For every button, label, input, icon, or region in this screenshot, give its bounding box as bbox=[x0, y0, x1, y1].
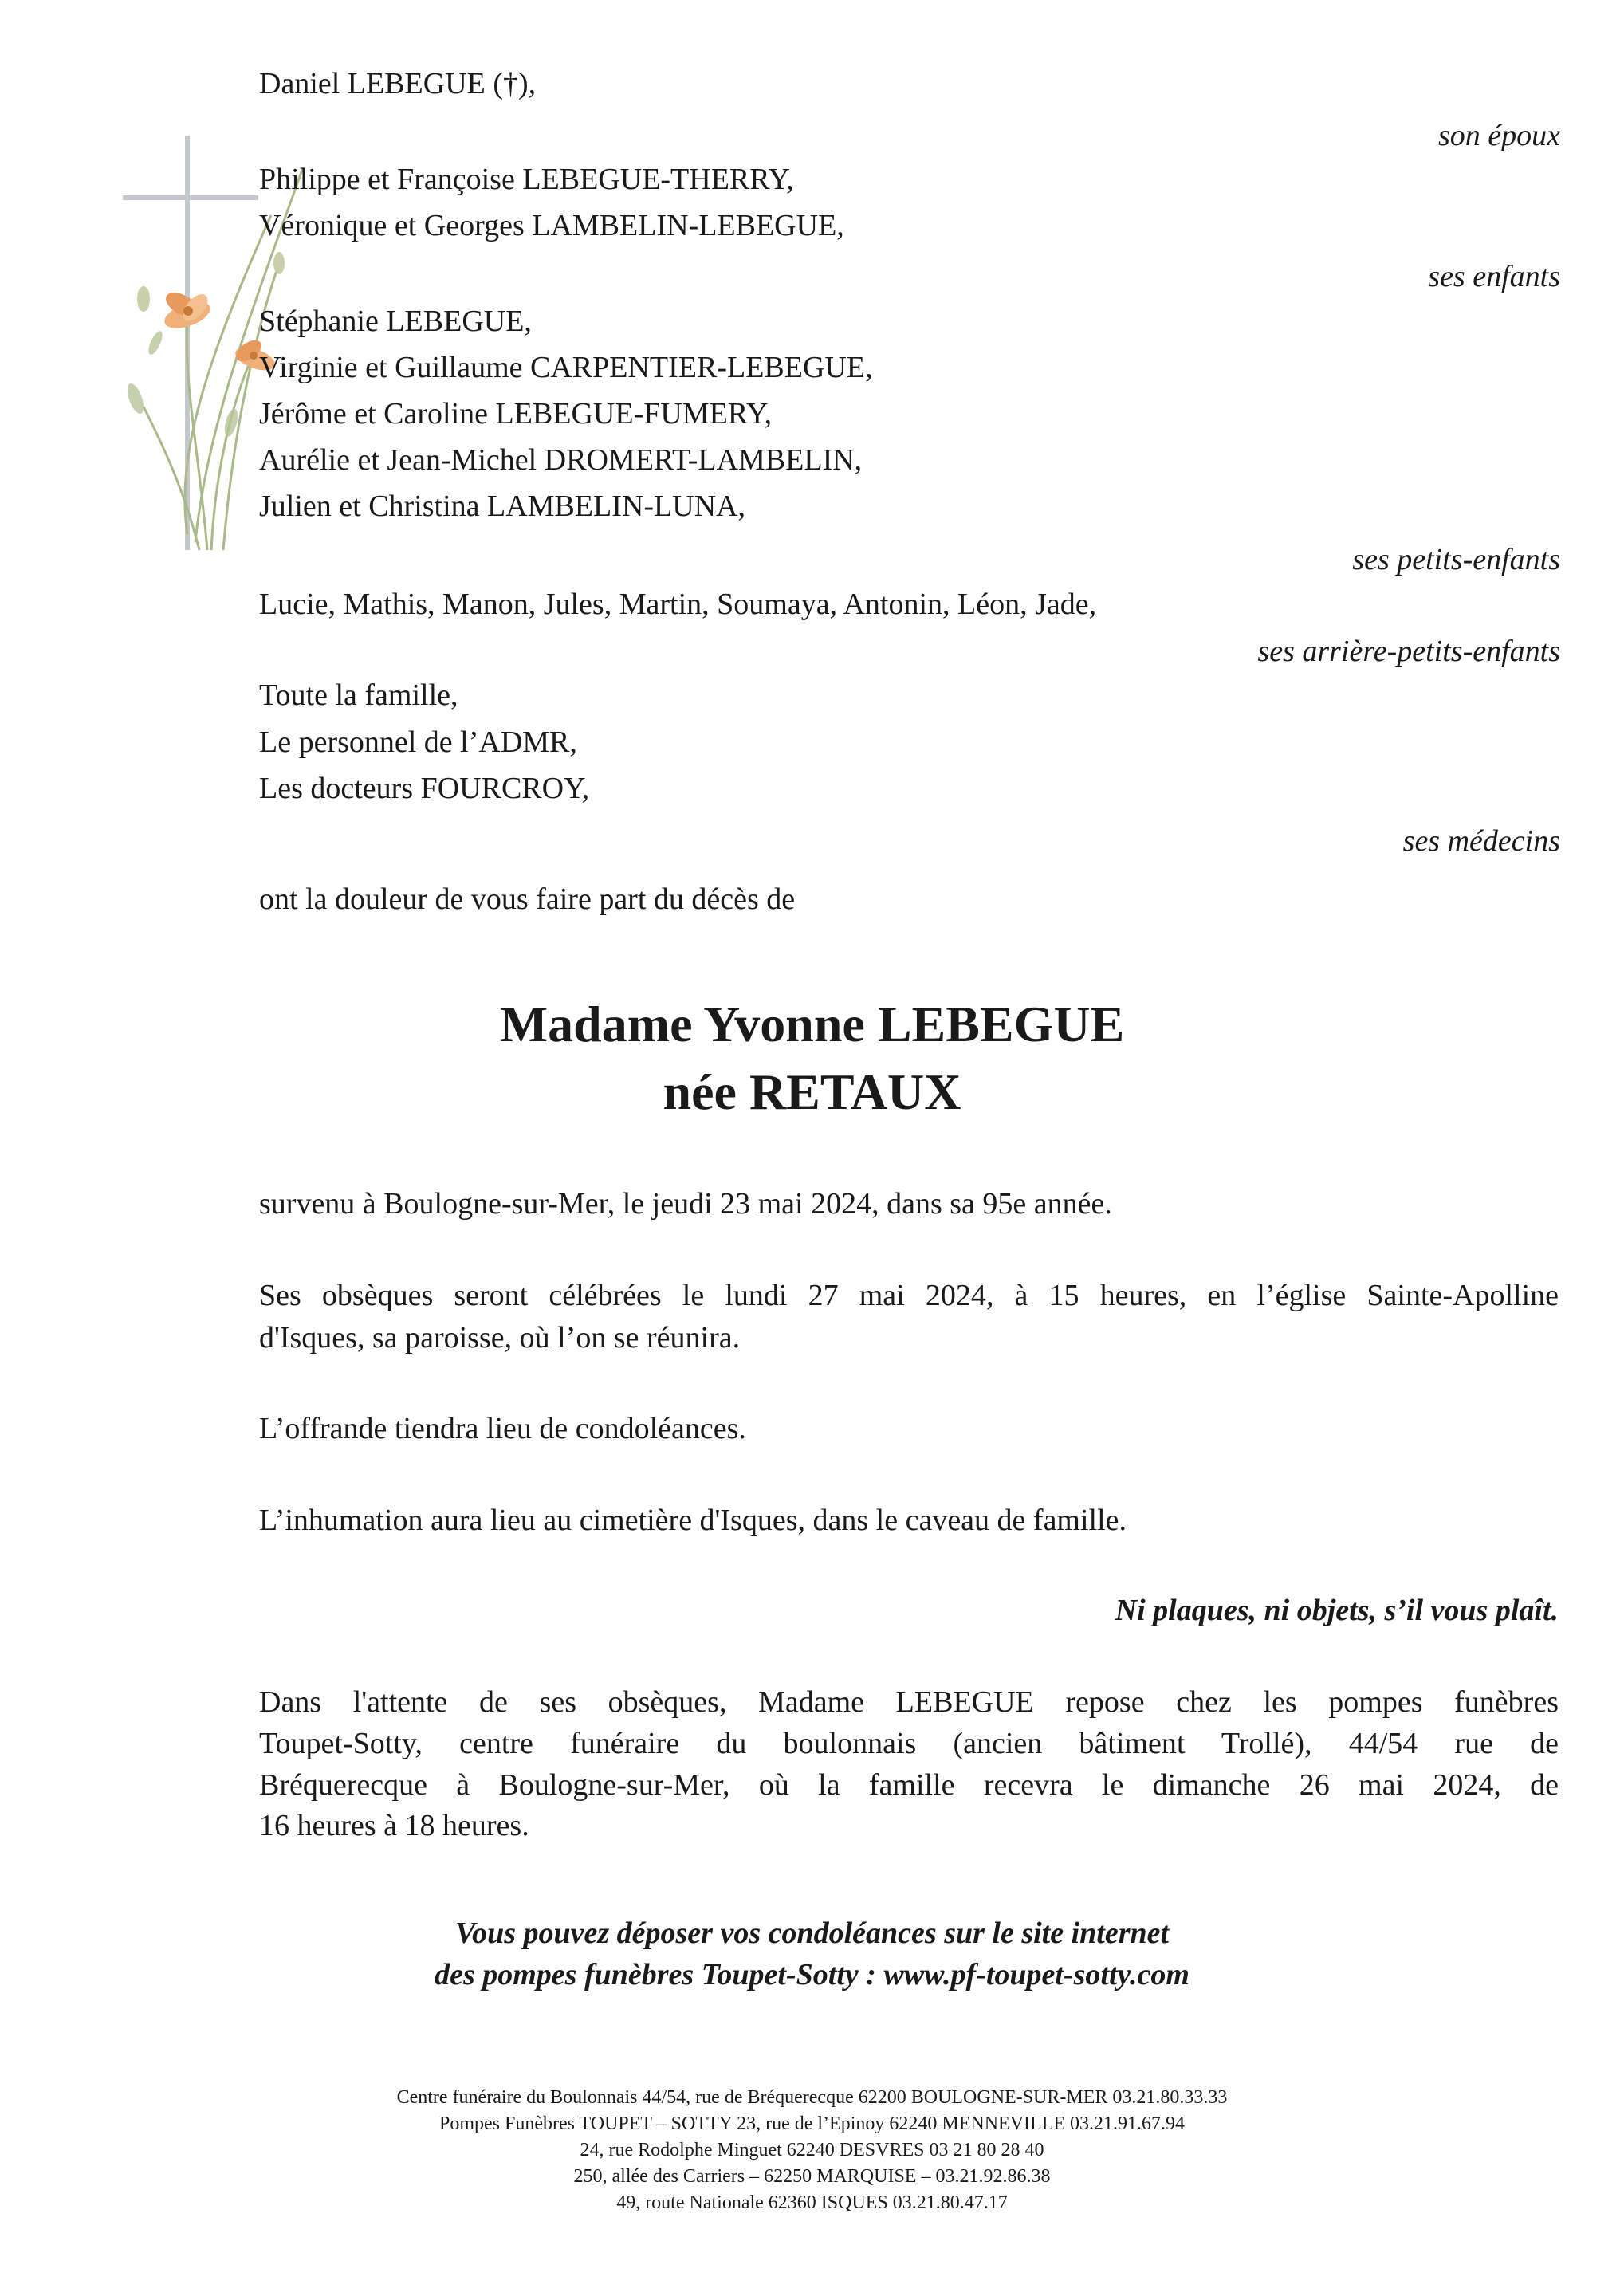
announcement: ont la douleur de vous faire part du décès de bbox=[259, 883, 796, 916]
rest-details-line: Bréquerecque à Boulogne-sur-Mer, où la famille recevra le dimanche 26 mai 2024, de bbox=[259, 1768, 1559, 1802]
grandchildren-role: ses petits-enfants bbox=[1352, 543, 1560, 576]
spouse-role: son époux bbox=[1437, 119, 1560, 152]
rest-details-line: Toupet-Sotty, centre funéraire du boulonnais (ancien bâtiment Trollé), 44/54 rue de bbox=[259, 1727, 1559, 1760]
rest-details-line: Dans l'attente de ses obsèques, Madame LEBEGUE repose chez les pompes funèbres bbox=[259, 1685, 1559, 1719]
footer-address-line: Pompes Funèbres TOUPET – SOTTY 23, rue de l’Epinoy 62240 MENNEVILLE 03.21.91.67.94 bbox=[438, 2113, 1186, 2134]
condolences-line: Vous pouvez déposer vos condoléances sur le site internet bbox=[454, 1917, 1170, 1950]
footer-address-line: 24, rue Rodolphe Minguet 62240 DESVRES 03 21 80 28 40 bbox=[580, 2140, 1044, 2160]
footer-address-line: 250, allée des Carriers – 62250 MARQUISE – 03.21.92.86.38 bbox=[573, 2166, 1051, 2187]
spouse-line: Daniel LEBEGUE (†), bbox=[259, 67, 537, 100]
offering-note: L’offrande tiendra lieu de condoléances. bbox=[259, 1412, 746, 1445]
deceased-maiden-name: née RETAUX bbox=[663, 1063, 961, 1120]
grandchild-line: Virginie et Guillaume CARPENTIER-LEBEGUE, bbox=[259, 351, 873, 384]
grandchild-line: Aurélie et Jean-Michel DROMERT-LAMBELIN, bbox=[259, 443, 863, 477]
footer-address-line: 49, route Nationale 62360 ISQUES 03.21.80.47.17 bbox=[616, 2192, 1008, 2213]
funeral-details-line: Ses obsèques seront célébrées le lundi 27 mai 2024, à 15 heures, en l’église Sainte-Apolline bbox=[259, 1279, 1559, 1312]
footer-address-line: Centre funéraire du Boulonnais 44/54, rue de Bréquerecque 62200 BOULOGNE-SUR-MER 03.21.80.33.33 bbox=[396, 2087, 1228, 2108]
other-line: Le personnel de l’ADMR, bbox=[259, 725, 577, 759]
funeral-details-line: d'Isques, sa paroisse, où l’on se réunira. bbox=[259, 1321, 741, 1354]
child-line: Véronique et Georges LAMBELIN-LEBEGUE, bbox=[259, 209, 844, 242]
child-line: Philippe et Françoise LEBEGUE-THERRY, bbox=[259, 163, 794, 196]
other-line: Les docteurs FOURCROY, bbox=[259, 772, 590, 805]
grandchild-line: Julien et Christina LAMBELIN-LUNA, bbox=[259, 489, 746, 523]
other-line: Toute la famille, bbox=[259, 678, 458, 712]
great-grandchildren-role: ses arrière-petits-enfants bbox=[1257, 635, 1560, 668]
condolences-line: des pompes funèbres Toupet-Sotty : www.pf-toupet-sotty.com bbox=[435, 1958, 1189, 1991]
no-flowers-note: Ni plaques, ni objets, s’il vous plaît. bbox=[1115, 1594, 1559, 1627]
great-grandchildren-line: Lucie, Mathis, Manon, Jules, Martin, Soumaya, Antonin, Léon, Jade, bbox=[259, 588, 1097, 621]
rest-details-line: 16 heures à 18 heures. bbox=[259, 1809, 529, 1842]
doctors-role: ses médecins bbox=[1402, 824, 1560, 858]
deceased-name: Madame Yvonne LEBEGUE bbox=[499, 996, 1125, 1052]
cross-icon bbox=[123, 136, 258, 550]
grandchild-line: Jérôme et Caroline LEBEGUE-FUMERY, bbox=[259, 397, 773, 431]
death-details: survenu à Boulogne-sur-Mer, le jeudi 23 mai 2024, dans sa 95e année. bbox=[259, 1187, 1112, 1221]
children-role: ses enfants bbox=[1428, 260, 1560, 293]
burial-details: L’inhumation aura lieu au cimetière d'Isques, dans le caveau de famille. bbox=[259, 1504, 1127, 1537]
grandchild-line: Stéphanie LEBEGUE, bbox=[259, 305, 532, 338]
leaves-icon bbox=[124, 329, 241, 438]
